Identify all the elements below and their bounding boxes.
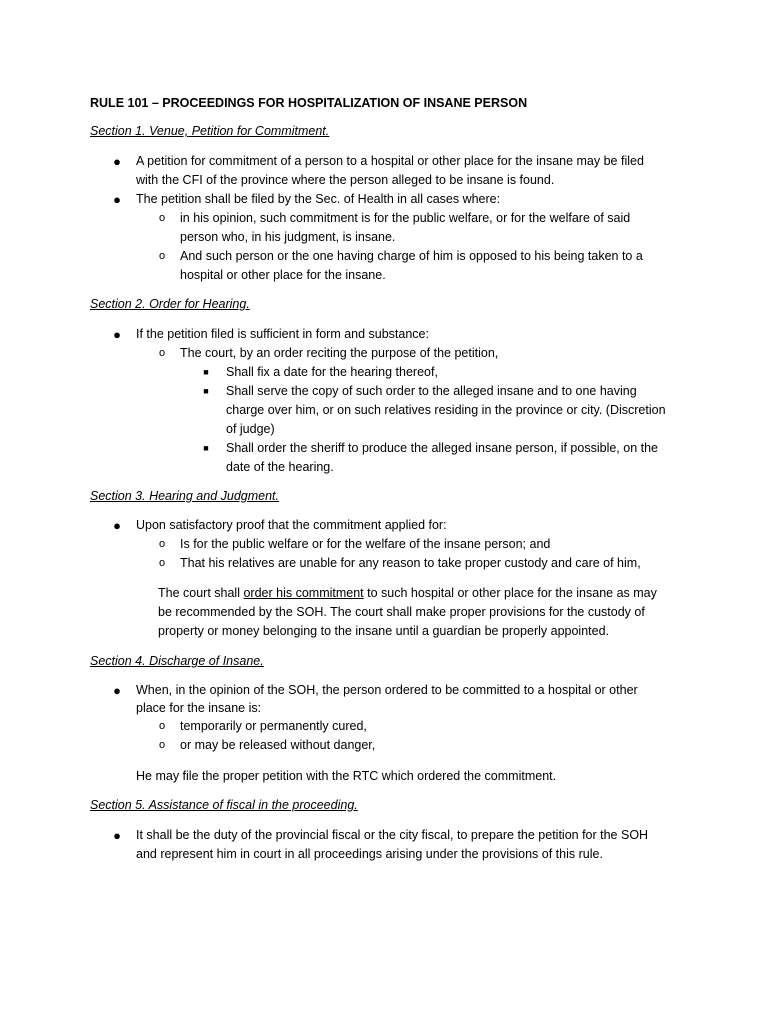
- s5-bullet-1-line-2: and represent him in court in all proceedings arising under the provisions of this rule.: [136, 847, 603, 861]
- square-bullet-icon: ■: [203, 443, 209, 453]
- s5-bullet-1-line-1: It shall be the duty of the provincial fiscal or the city fiscal, to prepare the petition for the SOH: [136, 828, 649, 842]
- s4-paragraph: He may file the proper petition with the RTC which ordered the commitment.: [136, 769, 557, 783]
- circle-bullet-icon: o: [158, 212, 166, 224]
- s3-bullet-1: Upon satisfactory proof that the commitment applied for:: [136, 518, 447, 532]
- s3-paragraph-text: The court shall: [158, 586, 244, 600]
- s2-bullet-1: If the petition filed is sufficient in form and substance:: [136, 327, 429, 341]
- square-bullet-icon: ■: [203, 367, 209, 377]
- document-title: RULE 101 – PROCEEDINGS FOR HOSPITALIZATION OF INSANE PERSON: [90, 96, 528, 110]
- s1-bullet-2: The petition shall be filed by the Sec. of Health in all cases where:: [136, 192, 501, 206]
- disc-bullet-icon: ●: [113, 683, 121, 698]
- disc-bullet-icon: ●: [113, 518, 121, 533]
- circle-bullet-icon: o: [158, 250, 166, 262]
- s4-sub-2: or may be released without danger,: [180, 738, 376, 752]
- circle-bullet-icon: o: [158, 347, 166, 359]
- section-2-heading: Section 2. Order for Hearing.: [90, 297, 250, 311]
- s4-bullet-1-line-1: When, in the opinion of the SOH, the person ordered to be committed to a hospital or other: [136, 683, 638, 697]
- s2-square-3-line-1: Shall order the sheriff to produce the alleged insane person, if possible, on the: [226, 441, 658, 455]
- s2-sub-1: The court, by an order reciting the purpose of the petition,: [180, 346, 499, 360]
- s1-bullet-1-line-2: with the CFI of the province where the person alleged to be insane is found.: [136, 173, 555, 187]
- disc-bullet-icon: ●: [113, 154, 121, 169]
- s1-sub-2-line-2: hospital or other place for the insane.: [180, 268, 386, 282]
- disc-bullet-icon: ●: [113, 327, 121, 342]
- s3-sub-1: Is for the public welfare or for the welfare of the insane person; and: [180, 537, 551, 551]
- s3-sub-2: That his relatives are unable for any reason to take proper custody and care of him,: [180, 556, 641, 570]
- s2-square-2-line-2: charge over him, or on such relatives residing in the province or city. (Discretion: [226, 403, 666, 417]
- section-1-heading: Section 1. Venue, Petition for Commitment.: [90, 124, 330, 138]
- s1-bullet-1-line-1: A petition for commitment of a person to a hospital or other place for the insane may be filed: [136, 154, 644, 168]
- s2-square-2-line-1: Shall serve the copy of such order to the alleged insane and to one having: [226, 384, 637, 398]
- section-5-heading: Section 5. Assistance of fiscal in the proceeding.: [90, 798, 358, 812]
- circle-bullet-icon: o: [158, 720, 166, 732]
- section-3-heading: Section 3. Hearing and Judgment.: [90, 489, 280, 503]
- circle-bullet-icon: o: [158, 557, 166, 569]
- s1-sub-1-line-2: person who, in his judgment, is insane.: [180, 230, 396, 244]
- s1-sub-2-line-1: And such person or the one having charge of him is opposed to his being taken to a: [180, 249, 643, 263]
- section-4-heading: Section 4. Discharge of Insane.: [90, 654, 264, 668]
- disc-bullet-icon: ●: [113, 828, 121, 843]
- square-bullet-icon: ■: [203, 386, 209, 396]
- circle-bullet-icon: o: [158, 739, 166, 751]
- s3-paragraph-text: to such hospital or other place for the insane as may: [363, 586, 657, 600]
- s3-paragraph-line-2: be recommended by the SOH. The court shall make proper provisions for the custody of: [158, 605, 645, 619]
- s4-sub-1: temporarily or permanently cured,: [180, 719, 367, 733]
- s2-square-2-line-3: of judge): [226, 422, 275, 436]
- circle-bullet-icon: o: [158, 538, 166, 550]
- disc-bullet-icon: ●: [113, 192, 121, 207]
- s3-paragraph-line-3: property or money belonging to the insane until a guardian be properly appointed.: [158, 624, 610, 638]
- s2-square-1: Shall fix a date for the hearing thereof,: [226, 365, 438, 379]
- s4-bullet-1-line-2: place for the insane is:: [136, 701, 262, 715]
- order-commitment-underlined: order his commitment: [243, 586, 364, 600]
- s3-paragraph-line-1: [158, 584, 657, 603]
- s2-square-3-line-2: date of the hearing.: [226, 460, 334, 474]
- s1-sub-1-line-1: in his opinion, such commitment is for the public welfare, or for the welfare of said: [180, 211, 631, 225]
